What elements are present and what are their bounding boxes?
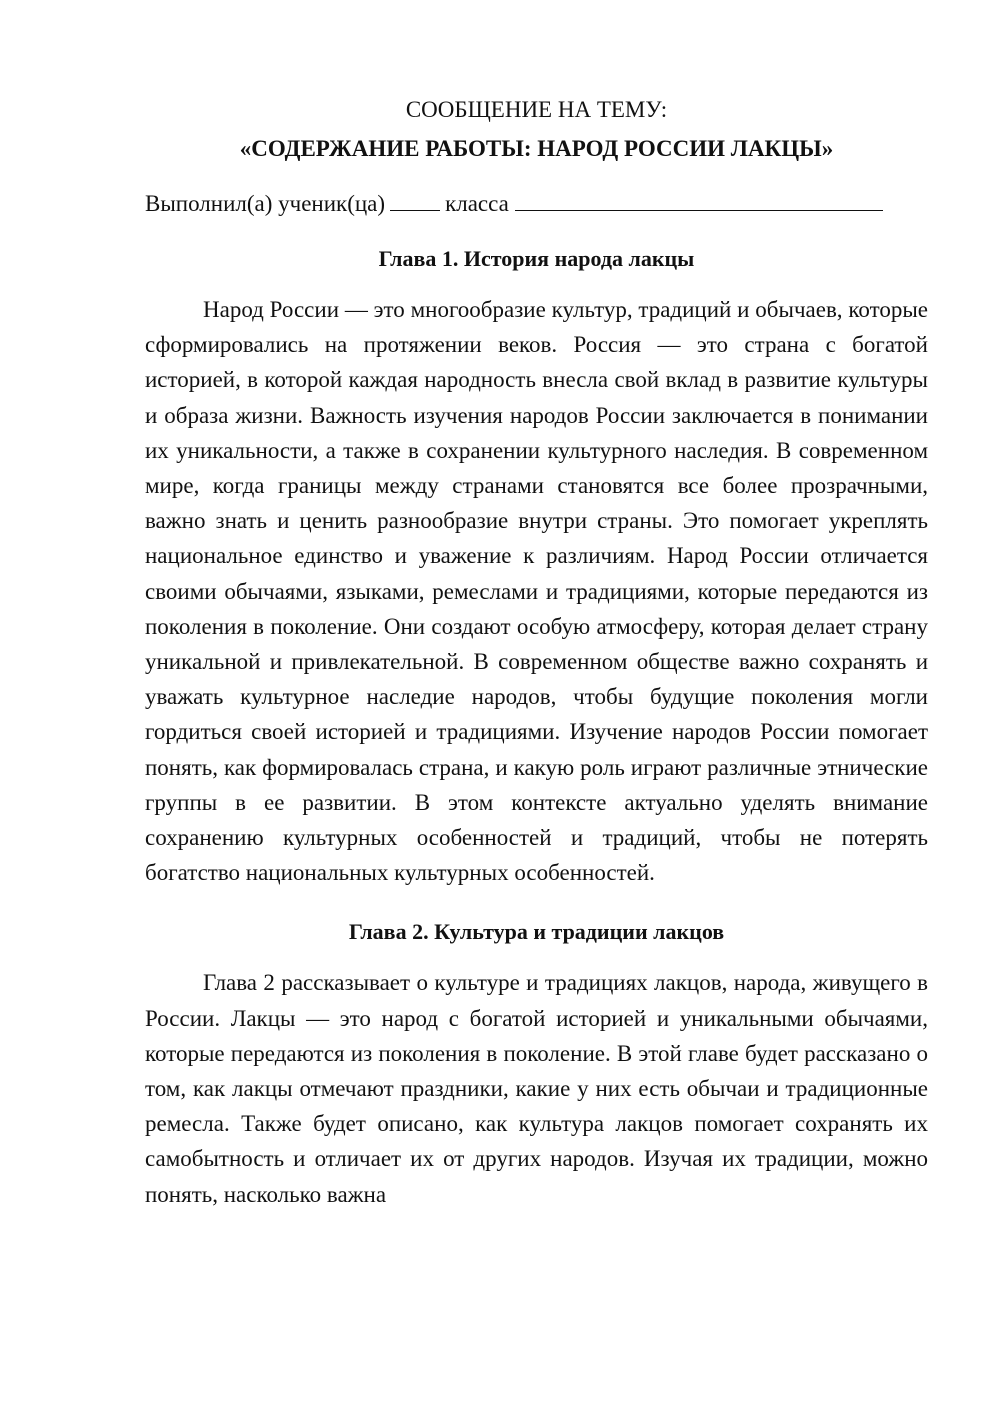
class-label: класса [445,191,509,216]
class-blank [515,188,883,211]
document-body [145,92,928,1212]
chapter-1-heading: Глава 1. История народа лакцы [378,246,695,271]
document-title: СООБЩЕНИЕ НА ТЕМУ: [405,97,668,122]
author-label: Выполнил(а) ученик(ца) [145,191,386,216]
chapter-2-heading: Глава 2. Культура и традиции лакцов [348,919,725,945]
document-subtitle: «СОДЕРЖАНИЕ РАБОТЫ: НАРОД РОССИИ ЛАКЦЫ» [239,136,834,161]
author-line [145,186,928,221]
chapter-2-paragraph: Глава 2 рассказывает о культуре и традициях лакцов, народа, живущего в России. Лакцы — это народ с богатой историей и уникальными обычаями, которые передаются из поколения в поколение. В этой главе будет рассказано о том, как лакцы отмечают праздники, какие у них есть обычаи и традиционные ремесла. Также будет описано, как культура лакцов помогает сохранять их самобытность и отличает их от других народов. Изучая их традиции, можно понять, насколько важна [145,970,928,1207]
chapter-1-paragraph: Народ России — это многообразие культур, традиций и обычаев, которые сформировались на протяжении веков. Россия — это страна с богатой историей, в которой каждая народность внесла свой вклад в развитие культуры и образа жизни. Важность изучения народов России заключается в понимании их уникальности, а также в сохранении культурного наследия. В современном мире, когда границы между странами становятся все более прозрачными, важно знать и ценить разнообразие внутри страны. Это помогает укреплять национальное единство и уважение к различиям. Народ России отличается своими обычаями, языками, ремеслами и традициями, которые передаются из поколения в поколение. Они создают особую атмосферу, которая делает страну уникальной и привлекательной. В современном обществе важно сохранять и уважать культурное наследие народов, чтобы будущие поколения могли гордиться своей историей и традициями. Изучение народов России помогает понять, как формировалась страна, и какую роль играют различные этнические группы в ее развитии. В этом контексте актуально уделять внимание сохранению культурных особенностей и традиций, чтобы не потерять богатство национальных культурных особенностей. [145,297,928,886]
grade-blank [390,188,440,211]
